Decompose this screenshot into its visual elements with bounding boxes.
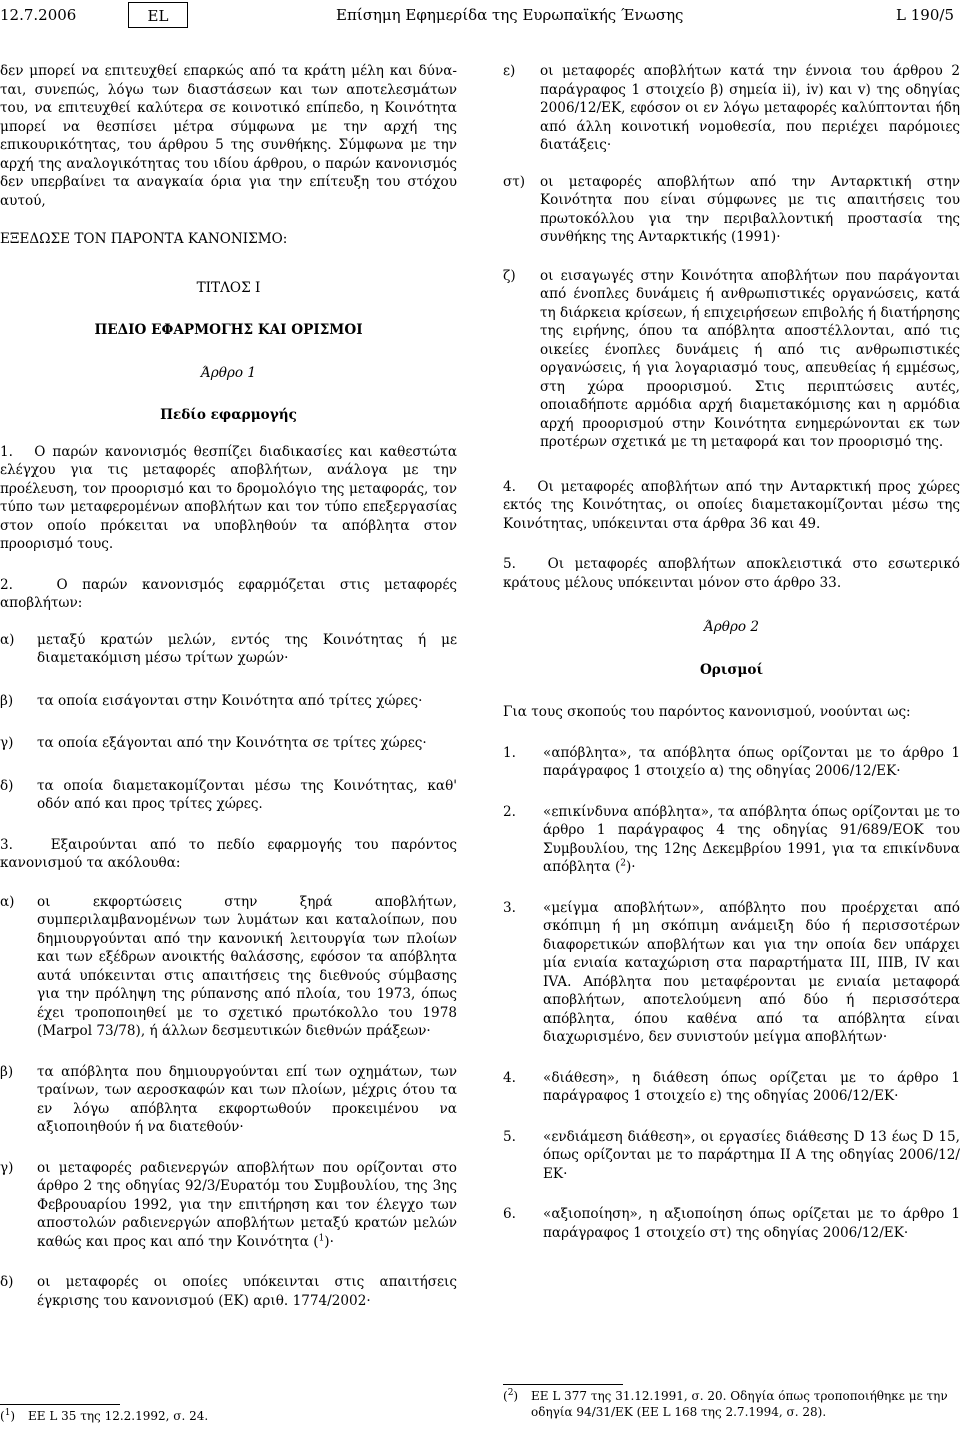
paragraph-2 [0, 576, 457, 613]
list-item-text: «διάθεση», η διάθεση όπως ορίζεται με το άρθρο 1 παράγραφος 1 στοιχείο ε) της οδηγίας 2006/12/ΕΚ· [543, 1069, 960, 1104]
article-title: Ορισμοί [699, 661, 764, 678]
list-item-text: τα οποία εισάγονται στην Κοινότητα από τρίτες χώρες· [37, 692, 423, 709]
title-label: ΤΙΤΛΟΣ I [196, 279, 261, 296]
footnote-marker: 1 [4, 1408, 11, 1418]
paragraph-number: 4. [503, 478, 516, 495]
list-item-text: «αξιοποίηση», η αξιοποίηση όπως ορίζεται με το άρθρο 1 παράγραφος 1 στοιχείο στ) της οδηγίας 2006/12/ΕΚ· [543, 1206, 960, 1241]
article-heading: Άρθρο 2 [703, 619, 760, 635]
paragraph-number: 2. [0, 576, 13, 593]
list-item-label: 4. [503, 1069, 516, 1086]
list-item-text: οι μεταφορές ραδιενεργών αποβλήτων που ορίζονται στο άρθρο 2 της οδηγίας 92/3/Ευρατόμ του Συμβουλίου, της 3ης Φεβρουαρίου 1992, για την επιτήρηση και τον έλεγχο των αποστολών ραδιενεργών αποβλήτων μεταξύ κρατών μελών καθώς και προς και από την Κοινότητα ($^1$)· [37, 1159, 457, 1250]
journal-header [0, 0, 960, 34]
footnotes-left [0, 1404, 457, 1424]
list-item [503, 1069, 960, 1106]
list-item-label: 1. [503, 744, 516, 761]
list-item [503, 267, 960, 452]
list-item [503, 1205, 960, 1242]
article-title: Πεδίο εφαρμογής [160, 407, 297, 423]
list-item-label: στ) [503, 173, 526, 190]
paragraph-text: Ο παρών κανονισμός θεσπίζει διαδικασίες και καθεστώτα ελέγχου για τις μεταφορές αποβλήτων, ανάλογα με την προέλευση, τον προορισμό και το δρομολόγιο της μεταφοράς, τον τύπο των μεταφερομένων αποβλήτων και τον τύπο επεξεργασίας στον οποίο πρόκειται να υποβληθούν τα απόβλητα στον προορισμό τους. [0, 443, 457, 552]
left-column [0, 62, 457, 1310]
paragraph-text: Εξαιρούνται από το πεδίο εφαρμογής του παρόντος κανονισμού τα ακόλουθα: [0, 836, 457, 871]
paragraph-text: Οι μεταφορές αποβλήτων αποκλειστικά στο εσωτερικό κράτους μέλους υπόκεινται μόνον στο άρθρο 33. [503, 556, 960, 591]
footnote-text: ΕΕ L 377 της 31.12.1991, σ. 20. Οδηγία όπως τροποποιήθηκε με την οδηγία 94/31/ΕΚ (ΕΕ L 168 της 2.7.1994, σ. 28). [531, 1389, 948, 1419]
list-item [503, 803, 960, 877]
recital-paragraph: δεν μπορεί να επιτευχθεί επαρκώς από τα κράτη μέλη και δύναται, συνεπώς, λόγω των διαστάσεων και των αποτελεσμάτων του, να επιτευχθεί καλύτερα σε κοινοτικό επίπεδο, η Κοινότητα μπορεί να θεσπίσει μέτρα σύμφωνα με την αρχή της επικουρικότητας, του άρθρου 5 της συνθήκης. Σύμφωνα με την αρχή της αναλογικότητας του ιδίου άρθρου, ο παρών κανονισμός δεν υπερβαίνει τα αναγκαία όρια για την επίτευξη του στόχου αυτού, [0, 63, 457, 209]
list-item-label: γ) [0, 735, 14, 751]
paragraph-number: 1. [0, 443, 13, 460]
list-item-text: οι μεταφορές αποβλήτων κατά την έννοια του άρθρου 2 παράγραφος 1 στοιχείο β) σημεία ii), iv) και v) της οδηγίας 2006/12/ΕΚ, εφόσον οι εν λόγω μεταφορές καλύπτονται ήδη από άλλη κοινοτική νομοθεσία, που περιέχει παρόμοιες διατάξεις· [540, 63, 960, 153]
list-item-text: οι εκφορτώσεις στην ξηρά αποβλήτων, συμπεριλαμβανομένων των λυμάτων και καταλοίπων, που δημιουργούνται από την κανονική λειτουργία των πλοίων και των εξέδρων ανοικτής θαλάσσης, εφόσον τα απόβλητα αυτά υπόκεινται στις απαιτήσεις της διεθνούς σύμβασης για την πρόληψη της ρύπανσης από πλοία, του 1973, όπως έχει τροποποιηθεί με το σχετικό πρωτόκολλο του 1978 (Marpol 73/78), ή άλλων δεσμευτικών διεθνών πράξεων· [37, 893, 457, 1039]
article-heading: Άρθρο 1 [200, 364, 257, 381]
title-name: ΠΕΔΙΟ ΕΦΑΡΜΟΓΗΣ ΚΑΙ ΟΡΙΣΜΟΙ [94, 322, 363, 338]
list-item-text: «μείγμα αποβλήτων», απόβλητο που προέρχεται από σκόπιμη ή μη σκόπιμη ανάμειξη δύο ή περισσοτέρων διαφορετικών αποβλήτων και για την οποία δεν υπάρχει μία ενιαία καταχώριση στα παραρτήματα III, IIIB, IV και IVA. Απόβλητα που μεταφέρονται με ενιαία μεταφορά αποβλήτων, αποτελούμενη από δύο ή περισσότερα απόβλητα, όπου καθένα από τα απόβλητα είναι διαχωρισμένο, δεν συνιστούν μείγμα αποβλήτων· [543, 899, 960, 1045]
list-item [503, 744, 960, 781]
paragraph-5 [503, 555, 960, 592]
language-badge: EL [128, 2, 188, 28]
paragraph-1 [0, 443, 457, 554]
list-item-text: «απόβλητα», τα απόβλητα όπως ορίζονται με το άρθρο 1 παράγραφος 1 στοιχείο α) της οδηγίας 2006/12/ΕΚ· [543, 744, 960, 779]
list-item [0, 777, 457, 814]
list-item [0, 1063, 457, 1137]
list-item-text: «επικίνδυνα απόβλητα», τα απόβλητα όπως ορίζονται με το άρθρο 1 παράγραφος 4 της οδηγίας 91/689/ΕΟΚ του Συμβουλίου, της 12ης Δεκεμβρίου 1991, για τα επικίνδυνα απόβλητα ($^2$)· [543, 803, 960, 875]
list-item [0, 893, 457, 1041]
list-item-text: «ενδιάμεση διάθεση», οι εργασίες διάθεσης D 13 έως D 15, όπως ορίζονται με το παράρτημα II A της οδηγίας 2006/12/ΕΚ· [543, 1128, 960, 1182]
list-item-text: τα οποία εξάγονται από την Κοινότητα σε τρίτες χώρες· [37, 735, 427, 751]
list-item-label: γ) [0, 1159, 14, 1176]
list-item-text: τα απόβλητα που δημιουργούνται επί των οχημάτων, των τραίνων, των αεροσκαφών και των πλοίων, μέχρις ότου τα εν λόγω απόβλητα εκφορτωθούν προκειμένου να αξιοποιηθούν ή να διατεθούν· [37, 1063, 457, 1135]
footnote: ($^2$) ΕΕ L 377 της 31.12.1991, σ. 20. Οδηγία όπως τροποποιήθηκε με την οδηγία 94/31/ΕΚ (ΕΕ L 168 της 2.7.1994, σ. 28). [503, 1385, 960, 1420]
footnote-marker: 2 [620, 858, 626, 869]
list-item-text: οι μεταφορές οι οποίες υπόκεινται στις απαιτήσεις έγκρισης του κανονισμού (ΕΚ) αριθ. 1774/2002· [37, 1274, 457, 1309]
list-item-text: τα οποία διαμετακομίζονται μέσω της Κοινότητας, καθ' οδόν από και προς τρίτες χώρες. [37, 777, 457, 812]
list-item-label: ε) [503, 63, 516, 79]
list-item [0, 1273, 457, 1310]
paragraph-text: Ο παρών κανονισμός εφαρμόζεται στις μεταφορές αποβλήτων: [0, 576, 457, 611]
paragraph-3-list [0, 893, 457, 1311]
list-item-label: 6. [503, 1206, 516, 1222]
definitions-list [503, 744, 960, 1243]
paragraph-number: 3. [0, 836, 13, 853]
list-item-label: ζ) [503, 267, 516, 284]
paragraph-3-list-continued [503, 62, 960, 452]
list-item [503, 173, 960, 247]
list-item-label: α) [0, 631, 15, 648]
list-item-label: 3. [503, 899, 516, 916]
list-item-label: δ) [0, 777, 14, 794]
list-item [0, 631, 457, 668]
publication-date: 12.7.2006 [0, 6, 77, 24]
list-item-label: α) [0, 893, 15, 910]
list-item-text: οι μεταφορές αποβλήτων από την Ανταρκτική στην Κοινότητα που είναι σύμφωνες με τις απαιτήσεις του πρωτοκόλλου για την περιβαλλοντική προστασία της συνθήκης της Ανταρκτικής (1991)· [540, 173, 960, 245]
footnote-marker: 1 [318, 1232, 325, 1243]
list-item-label: δ) [0, 1274, 14, 1290]
right-column [503, 62, 960, 1242]
paragraph-number: 5. [503, 556, 516, 572]
footnote-marker: 2 [507, 1388, 514, 1398]
list-item-text: οι εισαγωγές στην Κοινότητα αποβλήτων που παράγονται από ένοπλες δυνάμεις ή ανθρωπιστικές οργανώσεις, κατά τη διάρκεια κρίσεων, ή επιχειρήσεων επιβολής ή διατήρησης της ειρήνης, όπου τα απόβλητα αποστέλλονται, από τις οικείες ένοπλες δυνάμεις ή από τις ανθρωπιστικές οργανώσεις, ή για λογαριασμό τους, απευθείας ή εμμέσως, στη χώρα προορισμού. Στις περιπτώσεις αυτές, οποιαδήποτε αρμόδια αρχή διαμετακόμισης και η αρμόδια αρχή προορισμού στην Κοινότητα ενημερώνονται εκ των προτέρων σχετικά με τη μεταφορά και τον προορισμό της. [540, 267, 960, 450]
list-item [0, 1159, 457, 1252]
page-number: L 190/5 [896, 6, 954, 24]
journal-title: Επίσημη Εφημερίδα της Ευρωπαϊκής Ένωσης [336, 6, 684, 24]
list-item-label: β) [0, 1063, 14, 1080]
list-item [0, 734, 457, 753]
paragraph-3 [0, 836, 457, 873]
list-item-label: 5. [503, 1128, 516, 1145]
paragraph-text: Οι μεταφορές αποβλήτων από την Ανταρκτική προς χώρες εκτός της Κοινότητας, οι οποίες διαμετακομίζονται μέσω της Κοινότητας, υπόκεινται στα άρθρα 36 και 49. [503, 478, 960, 532]
paragraph-2-list [0, 631, 457, 814]
list-item [0, 692, 457, 711]
footnote: ($^1$) ΕΕ L 35 της 12.2.1992, σ. 24. [0, 1405, 457, 1424]
footnotes-right [503, 1384, 960, 1420]
list-item [503, 1128, 960, 1184]
enacting-formula: ΕΞΕΔΩΣΕ ΤΟΝ ΠΑΡΟΝΤΑ ΚΑΝΟΝΙΣΜΟ: [0, 231, 288, 247]
list-item [503, 899, 960, 1047]
list-item [503, 62, 960, 155]
definitions-intro: Για τους σκοπούς του παρόντος κανονισμού, νοούνται ως: [503, 704, 911, 720]
footnote-text: ΕΕ L 35 της 12.2.1992, σ. 24. [28, 1409, 209, 1423]
list-item-label: 2. [503, 803, 516, 820]
list-item-label: β) [0, 692, 14, 709]
list-item-text: μεταξύ κρατών μελών, εντός της Κοινότητας ή με διαμετακόμιση μέσω τρίτων χωρών· [37, 631, 457, 666]
paragraph-4 [503, 478, 960, 534]
